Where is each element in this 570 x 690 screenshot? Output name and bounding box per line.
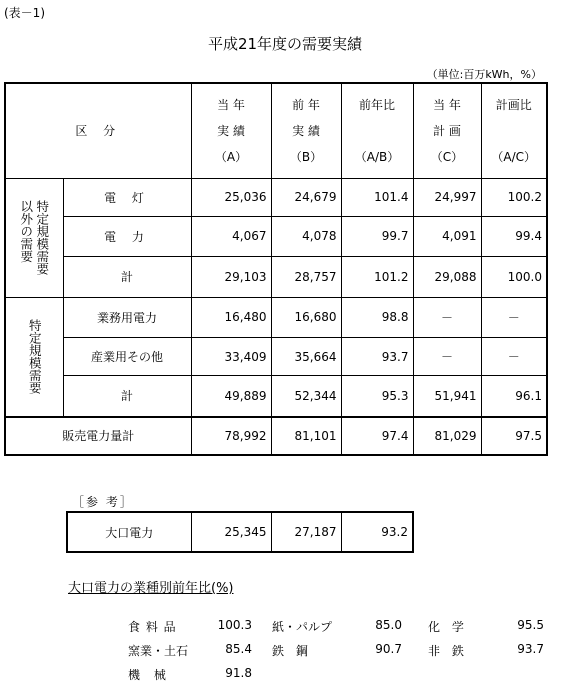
cell-ratio: 97.4 bbox=[341, 417, 413, 455]
industry-name: 非 鉄 bbox=[428, 644, 464, 658]
industry-value: 91.8 bbox=[225, 666, 252, 680]
industry-value: 95.5 bbox=[517, 618, 544, 632]
industry-title: 大口電力の業種別前年比(%) bbox=[68, 581, 234, 596]
table-header-row bbox=[5, 83, 547, 178]
cell-actual: 4,067 bbox=[191, 216, 271, 256]
cell-ratio: 95.3 bbox=[341, 376, 413, 417]
row-label: 業務用電力 bbox=[63, 297, 191, 338]
table-row bbox=[5, 216, 547, 256]
cell-plan-ratio: 96.1 bbox=[481, 376, 547, 417]
table-row bbox=[67, 512, 413, 552]
table-row bbox=[5, 376, 547, 417]
cell-previous: 28,757 bbox=[271, 257, 341, 297]
industry-name: 鉄 鋼 bbox=[272, 644, 308, 658]
cell-actual: 49,889 bbox=[191, 376, 271, 417]
header-previous: 前 年 実 績 （B） bbox=[271, 83, 341, 178]
industry-value: 100.3 bbox=[217, 618, 252, 632]
page-title: 平成21年度の需要実績 bbox=[207, 35, 363, 53]
industry-value: 85.4 bbox=[225, 642, 252, 656]
industry-name: 窯業・土石 bbox=[128, 644, 189, 658]
cell-previous: 52,344 bbox=[271, 376, 341, 417]
cell-plan-ratio: － bbox=[481, 297, 547, 338]
cell-ratio: 93.2 bbox=[341, 512, 413, 552]
cell-plan-ratio: － bbox=[481, 338, 547, 376]
cell-ratio: 93.7 bbox=[341, 338, 413, 376]
row-label: 計 bbox=[63, 376, 191, 417]
cell-actual: 29,103 bbox=[191, 257, 271, 297]
cell-ratio: 101.2 bbox=[341, 257, 413, 297]
industry-value: 93.7 bbox=[517, 642, 544, 656]
group2-label: 特定規模需要 bbox=[5, 297, 63, 417]
group1-label: 特定規模需要 以外の需要 bbox=[5, 178, 63, 297]
cell-plan: 51,941 bbox=[413, 376, 481, 417]
industry-name: 紙・パルプ bbox=[272, 620, 333, 634]
cell-previous: 24,679 bbox=[271, 178, 341, 216]
row-label: 大口電力 bbox=[67, 512, 191, 552]
industry-value: 90.7 bbox=[375, 642, 402, 656]
reference-label: ［参 考］ bbox=[72, 495, 134, 509]
total-row bbox=[5, 417, 547, 455]
table-row bbox=[5, 178, 547, 216]
row-label: 計 bbox=[63, 257, 191, 297]
header-plan-ratio: 計画比 （A/C） bbox=[481, 83, 547, 178]
industry-name: 機 械 bbox=[128, 668, 166, 682]
cell-actual: 78,992 bbox=[191, 417, 271, 455]
table-caption: (表－1) bbox=[4, 6, 45, 20]
demand-results-table bbox=[4, 82, 548, 456]
header-yoy-ratio: 前年比 （A/B） bbox=[341, 83, 413, 178]
cell-plan: 4,091 bbox=[413, 216, 481, 256]
industry-value: 85.0 bbox=[375, 618, 402, 632]
cell-plan: － bbox=[413, 297, 481, 338]
unit-note: （単位:百万kWh，%） bbox=[426, 68, 542, 81]
header-plan: 当 年 計 画 （C） bbox=[413, 83, 481, 178]
cell-actual: 16,480 bbox=[191, 297, 271, 338]
row-label: 電 力 bbox=[104, 229, 150, 244]
cell-actual: 25,345 bbox=[191, 512, 271, 552]
cell-ratio: 101.4 bbox=[341, 178, 413, 216]
cell-plan-ratio: 99.4 bbox=[481, 216, 547, 256]
cell-actual: 33,409 bbox=[191, 338, 271, 376]
cell-previous: 35,664 bbox=[271, 338, 341, 376]
row-label: 販売電力量計 bbox=[5, 417, 191, 455]
cell-plan: 24,997 bbox=[413, 178, 481, 216]
cell-plan-ratio: 100.0 bbox=[481, 257, 547, 297]
table-row bbox=[5, 338, 547, 376]
reference-table bbox=[66, 511, 414, 553]
cell-plan: － bbox=[413, 338, 481, 376]
cell-plan: 29,088 bbox=[413, 257, 481, 297]
header-category: 区 分 bbox=[5, 83, 191, 178]
industry-name: 化 学 bbox=[428, 620, 464, 634]
header-actual: 当 年 実 績 （A） bbox=[191, 83, 271, 178]
cell-previous: 16,680 bbox=[271, 297, 341, 338]
cell-plan-ratio: 97.5 bbox=[481, 417, 547, 455]
cell-plan: 81,029 bbox=[413, 417, 481, 455]
industry-name: 食 料 品 bbox=[128, 620, 177, 634]
row-label: 産業用その他 bbox=[63, 338, 191, 376]
row-label: 電 灯 bbox=[104, 190, 150, 205]
cell-previous: 4,078 bbox=[271, 216, 341, 256]
table-row bbox=[5, 257, 547, 297]
cell-ratio: 98.8 bbox=[341, 297, 413, 338]
cell-plan-ratio: 100.2 bbox=[481, 178, 547, 216]
cell-previous: 27,187 bbox=[271, 512, 341, 552]
cell-previous: 81,101 bbox=[271, 417, 341, 455]
table-row bbox=[5, 297, 547, 338]
cell-ratio: 99.7 bbox=[341, 216, 413, 256]
cell-actual: 25,036 bbox=[191, 178, 271, 216]
